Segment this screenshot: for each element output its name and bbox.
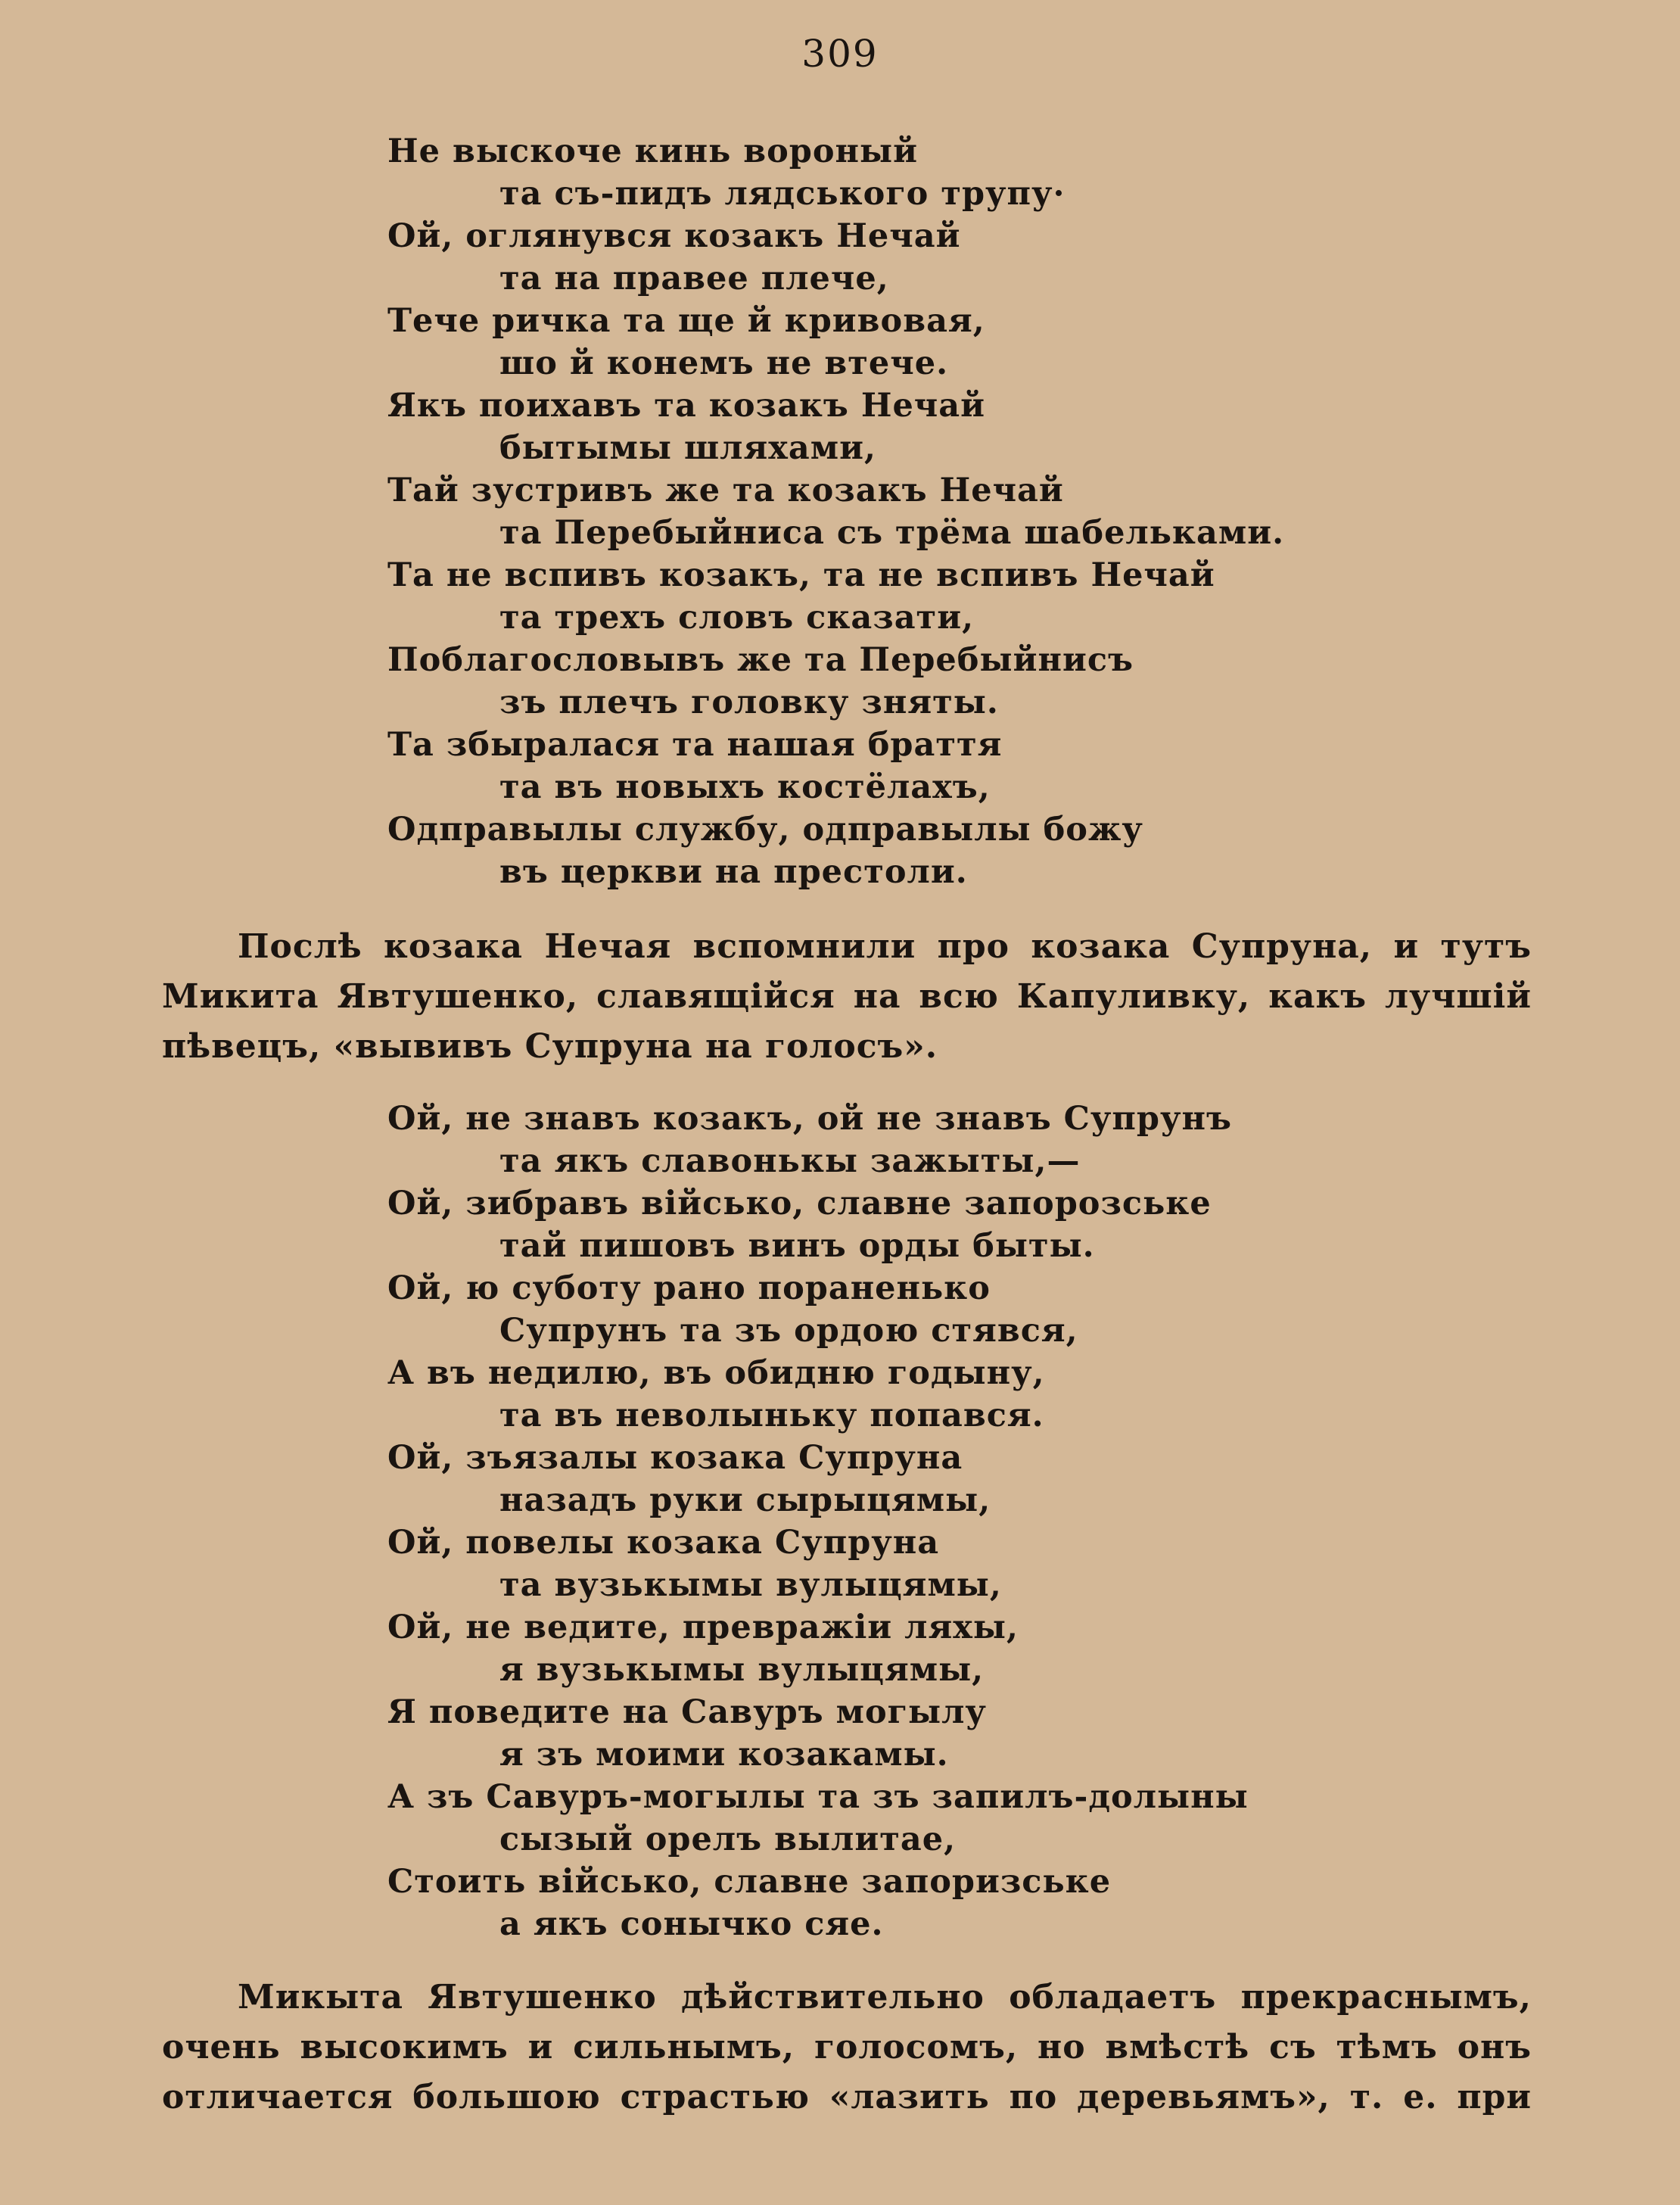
verse-line: та вузькымы вулыцямы, [499,1566,1002,1604]
verse-line: шо й конемъ не втече. [499,344,949,382]
prose-line: очень высокимъ и сильнымъ, голосомъ, но вмѣстѣ съ тѣмъ онъ [162,2028,1532,2066]
verse-line: Ой, зъязалы козака Супруна [387,1439,963,1477]
verse-line: та якъ славонькы зажыты,— [499,1142,1081,1180]
verse-line: Ой, не ведите, превражіи ляхы, [387,1609,1019,1646]
verse-line: въ церкви на престоли. [499,853,968,891]
verse-line: Тай зустривъ же та козакъ Нечай [387,472,1064,509]
verse-line: Якъ поихавъ та козакъ Нечай [387,387,986,425]
verse-line: та Перебыйниса съ трёма шабельками. [499,514,1285,552]
verse-line: Не выскоче кинь вороный [387,132,919,170]
verse-line: Ой, ю суботу рано пораненько [387,1269,991,1307]
verse-line: та въ неволыньку попався. [499,1397,1044,1434]
verse-line: та трехъ словъ сказати, [499,599,975,637]
verse-line: Та не вспивъ козакъ, та не вспивъ Нечай [387,556,1215,594]
prose-paragraph-supruna [162,922,1532,1072]
verse-line: та съ-пидъ лядського трупу· [499,175,1066,213]
verse-line: Супрунъ та зъ ордою стявся, [499,1312,1078,1350]
verse-line: Поблагословывъ же та Перебыйнисъ [387,641,1134,679]
verse-line: тай пишовъ винъ орды быты. [499,1227,1095,1265]
prose-line: пѣвецъ, «вывивъ Супруна на голосъ». [162,1027,938,1066]
prose-paragraph-yavtushenko [162,1973,1532,2122]
verse-line: А зъ Савуръ-могылы та зъ запилъ-долыны [387,1778,1249,1816]
poem-nechai [387,130,1284,893]
verse-line: Я поведите на Савуръ могылу [387,1693,987,1731]
verse-line: Стоить військо, славне запоризське [387,1863,1112,1901]
verse-line: Ой, оглянувся козакъ Нечай [387,217,961,255]
prose-line: Микыта Явтушенко дѣйствительно обладаетъ прекраснымъ, [238,1978,1532,2017]
verse-line: а якъ сонычко сяе. [499,1905,884,1943]
verse-line: Та збыралася та нашая браття [387,726,1003,764]
verse-line: Тече ричка та ще й кривовая, [387,302,985,340]
verse-line: та на правее плече, [499,260,889,297]
verse-line: Ой, зибравъ військо, славне запорозське [387,1185,1212,1222]
verse-line: та въ новыхъ костёлахъ, [499,768,991,806]
prose-line: Микита Явтушенко, славящійся на всю Капуливку, какъ лучшій [162,977,1532,1016]
verse-line: А въ недилю, въ обидню годыну, [387,1354,1045,1392]
prose-line: отличается большою страстью «лазить по деревьямъ», т. е. при [162,2078,1532,2116]
verse-line: я зъ моими козакамы. [499,1736,949,1774]
verse-line: Ой, повелы козака Супруна [387,1524,940,1562]
verse-line: Одправылы службу, одправылы божу [387,811,1143,849]
verse-line: сызый орелъ вылитае, [499,1820,957,1858]
page-number: 309 [801,32,879,76]
prose-line: Послѣ козака Нечая вспомнили про козака Супруна, и тутъ [238,927,1532,966]
verse-line: я вузькымы вулыцямы, [499,1651,985,1689]
poem-suprun [387,1098,1249,1945]
verse-line: зъ плечъ головку зняты. [499,684,999,721]
verse-line: назадъ руки сырыцямы, [499,1481,991,1519]
verse-line: Ой, не знавъ козакъ, ой не знавъ Супрунъ [387,1100,1232,1138]
verse-line: бытымы шляхами, [499,429,876,467]
